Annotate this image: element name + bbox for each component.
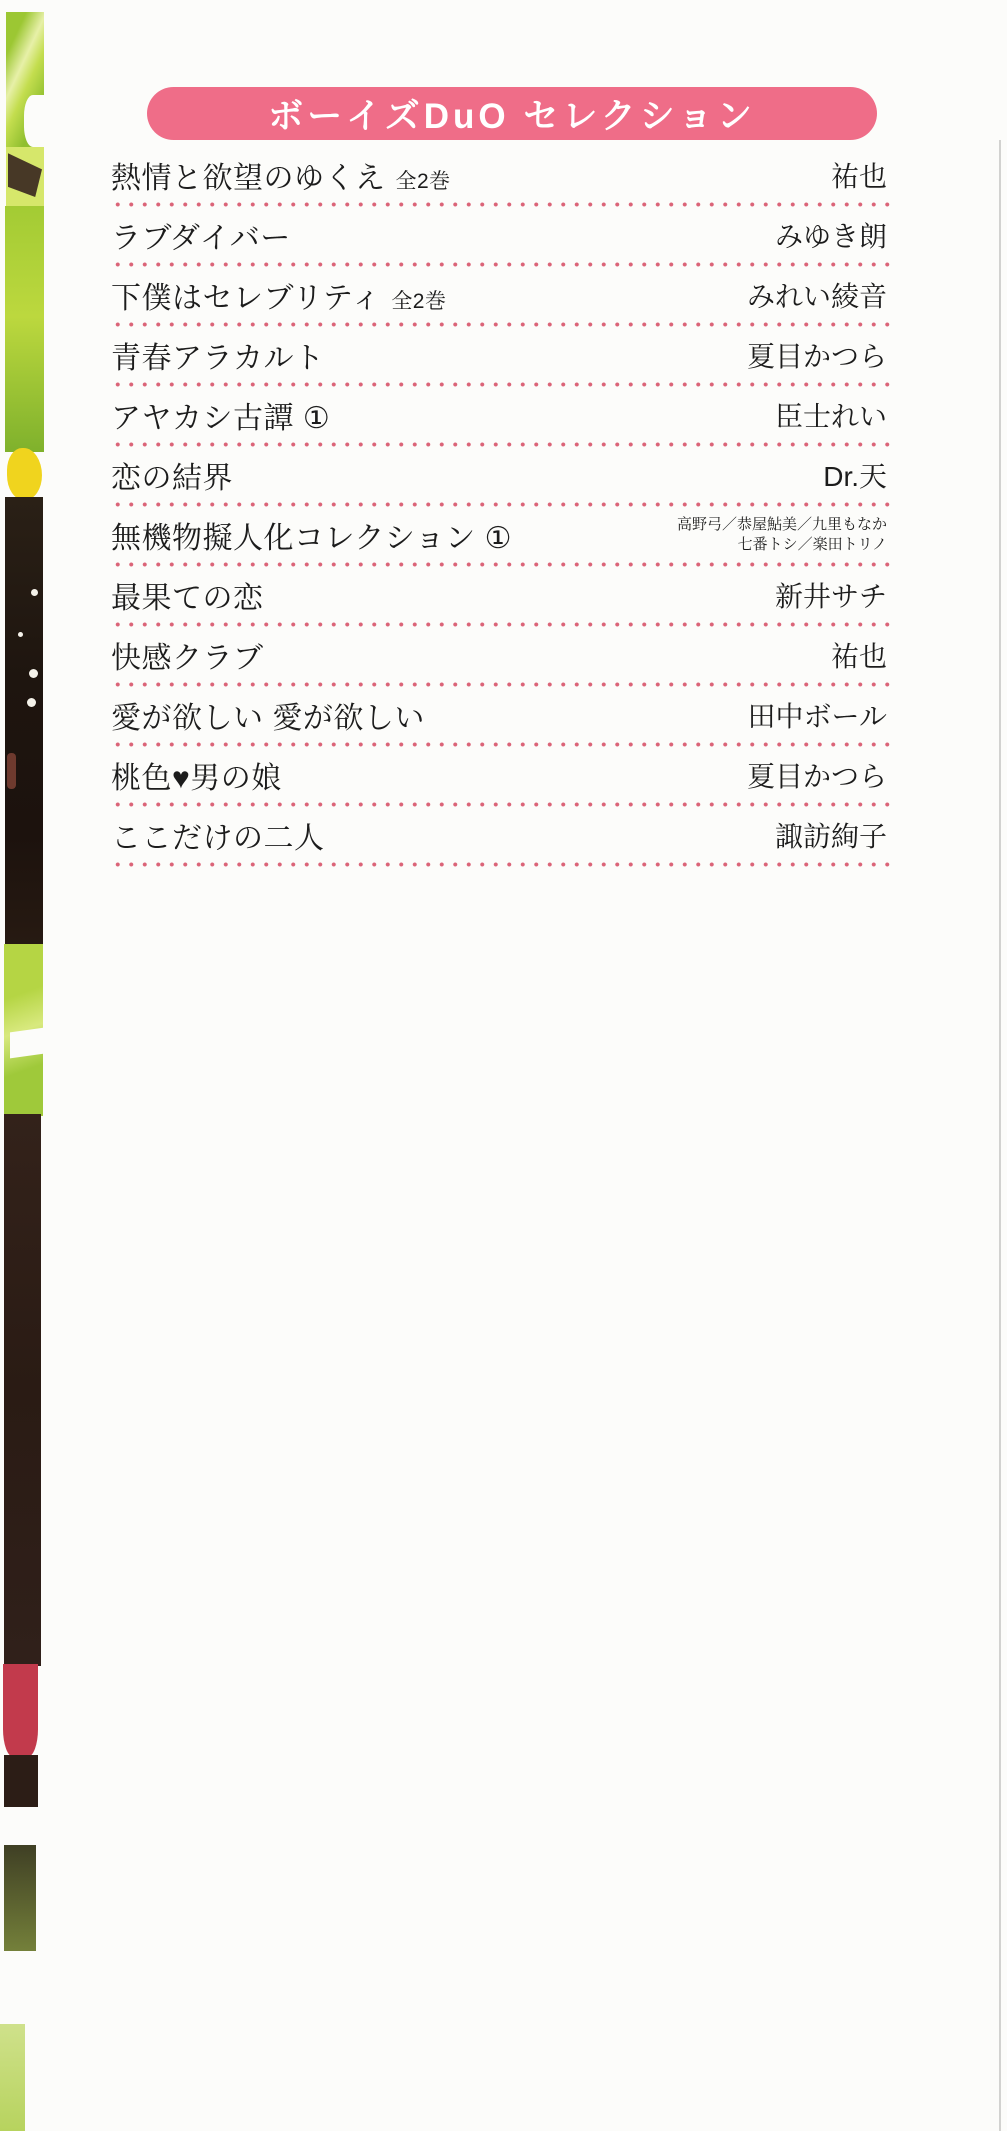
book-volume-note: 全2巻 <box>395 170 451 193</box>
page-edge-line <box>999 140 1001 2131</box>
book-title-text: 快感クラブ <box>111 642 264 675</box>
book-title <box>111 153 451 197</box>
book-title <box>111 633 264 677</box>
book-title-text: 恋の結界 <box>111 462 233 495</box>
book-author: 新井サチ <box>774 581 887 612</box>
book-author: 田中ボール <box>747 701 887 732</box>
book-author: Dr.天 <box>823 461 887 492</box>
book-list-row <box>111 685 887 745</box>
artwork-olive-segment <box>4 1845 36 1951</box>
book-list-row <box>111 805 887 865</box>
artwork-bottom-green <box>0 2024 25 2131</box>
book-title-text: 下僕はセレブリティ <box>111 282 382 315</box>
book-title-text: ここだけの二人 <box>111 822 325 855</box>
artwork-leaf-segment <box>4 944 43 1116</box>
artwork-dark-segment <box>5 497 43 947</box>
book-author: 夏目かつら <box>746 761 887 792</box>
book-title <box>111 813 325 857</box>
book-author: 臣士れい <box>774 401 887 432</box>
book-title <box>111 573 264 617</box>
book-author: みゆき朗 <box>774 221 887 252</box>
book-author: みれい綾音 <box>746 281 887 312</box>
artwork-white-dot <box>18 632 23 637</box>
book-title <box>111 453 233 497</box>
book-title <box>111 393 330 437</box>
book-list-row <box>111 565 887 625</box>
series-header-title: ボーイズDuO セレクション <box>268 96 756 136</box>
book-title-text: 熱情と欲望のゆくえ <box>111 162 386 195</box>
book-title-text: 愛が欲しい 愛が欲しい <box>111 702 425 735</box>
artwork-red-streak <box>7 753 16 789</box>
artwork-dark-segment <box>4 1114 41 1666</box>
book-list-row <box>111 445 887 505</box>
book-title <box>111 333 325 377</box>
page-edge-artwork <box>0 0 48 2131</box>
series-header-banner <box>147 87 877 140</box>
book-title-text: アヤカシ古譚 ① <box>111 402 331 435</box>
book-title <box>111 273 447 317</box>
book-list-row <box>111 145 887 205</box>
artwork-leaf-segment <box>5 206 44 452</box>
book-title-text: 無機物擬人化コレクション ① <box>111 522 513 555</box>
book-list <box>111 145 887 865</box>
book-title-text: 青春アラカルト <box>111 342 325 375</box>
book-list-row <box>111 325 887 385</box>
book-title-text: 桃色♥男の娘 <box>111 762 282 795</box>
book-title <box>111 753 282 797</box>
artwork-white-dot <box>27 698 36 707</box>
book-title <box>111 213 291 257</box>
artwork-white-dot <box>31 589 38 596</box>
book-author-line: 七番トシ／楽田トリノ <box>737 536 887 553</box>
artwork-dark-segment <box>4 1755 38 1807</box>
book-title <box>111 513 512 557</box>
book-author <box>677 515 887 556</box>
book-list-row <box>111 385 887 445</box>
book-author: 祐也 <box>830 161 887 192</box>
book-title-text: 最果ての恋 <box>111 582 264 615</box>
book-author: 夏目かつら <box>746 341 887 372</box>
book-list-row <box>111 625 887 685</box>
book-volume-note: 全2巻 <box>391 290 447 313</box>
artwork-white-band <box>10 1028 44 1059</box>
book-list-row <box>111 205 887 265</box>
book-author-line: 高野弓／恭屋鮎美／九里もなか <box>676 515 887 533</box>
artwork-white-notch <box>24 95 46 147</box>
book-title <box>111 693 425 737</box>
artwork-crimson-patch <box>3 1664 38 1757</box>
artwork-yellow-blob <box>7 448 42 500</box>
book-title-text: ラブダイバー <box>111 222 291 255</box>
book-author: 諏訪絢子 <box>774 821 887 852</box>
book-list-row <box>111 265 887 325</box>
book-list-row <box>111 505 887 565</box>
artwork-white-dot <box>29 669 38 678</box>
book-list-row <box>111 745 887 805</box>
book-author: 祐也 <box>830 641 887 672</box>
